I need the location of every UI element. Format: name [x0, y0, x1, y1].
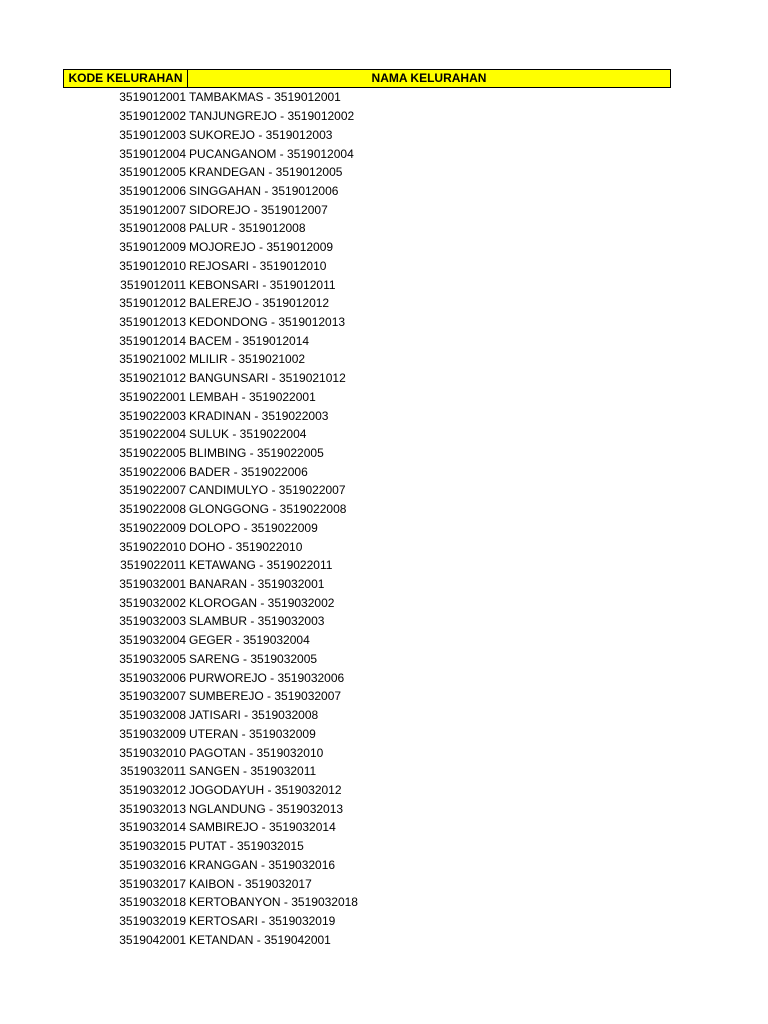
table-row: [63, 519, 671, 538]
nama-cell: BANGUNSARI - 3519021012: [189, 371, 346, 386]
nama-cell: KLOROGAN - 3519032002: [189, 595, 335, 610]
table-row: [63, 256, 671, 275]
kode-cell: 3519022005: [119, 446, 186, 461]
kode-cell: 3519032012: [119, 782, 186, 797]
table-row: [63, 650, 671, 669]
table-row: [63, 556, 671, 575]
kode-cell: 3519022011: [120, 558, 186, 573]
kode-cell: 3519032011: [120, 764, 186, 779]
kode-cell: 3519042001: [119, 932, 186, 947]
table-row: [63, 481, 671, 500]
table-row: [63, 837, 671, 856]
table-row: [63, 743, 671, 762]
table-row: [63, 163, 671, 182]
kode-cell: 3519032009: [119, 726, 186, 741]
kode-cell: 3519032017: [119, 876, 186, 891]
kode-cell: 3519012005: [119, 165, 186, 180]
kelurahan-table: [63, 69, 671, 949]
table-row: [63, 144, 671, 163]
nama-cell: PUTAT - 3519032015: [189, 839, 304, 854]
kode-cell: 3519032016: [119, 857, 186, 872]
nama-cell: BANARAN - 3519032001: [189, 577, 325, 592]
kode-cell: 3519032004: [119, 633, 186, 648]
table-row: [63, 668, 671, 687]
nama-cell: SUMBEREJO - 3519032007: [189, 689, 342, 704]
table-row: [63, 294, 671, 313]
nama-cell: KAIBON - 3519032017: [189, 876, 312, 891]
kode-cell: 3519032001: [119, 577, 186, 592]
kode-cell: 3519012012: [119, 296, 186, 311]
table-row: [63, 219, 671, 238]
table-row: [63, 275, 671, 294]
kode-cell: 3519012011: [120, 277, 186, 292]
table-row: [63, 706, 671, 725]
table-row: [63, 799, 671, 818]
kode-cell: 3519021012: [119, 371, 186, 386]
nama-cell: MOJOREJO - 3519012009: [189, 240, 334, 255]
kode-cell: 3519022008: [119, 502, 186, 517]
nama-cell: PALUR - 3519012008: [189, 221, 306, 236]
nama-cell: KRANGGAN - 3519032016: [189, 857, 336, 872]
table-row: [63, 631, 671, 650]
kode-cell: 3519032015: [119, 839, 186, 854]
nama-cell: KERTOBANYON - 3519032018: [189, 895, 358, 910]
table-body: [63, 88, 671, 949]
kode-cell: 3519012006: [119, 183, 186, 198]
nama-cell: PURWOREJO - 3519032006: [189, 670, 345, 685]
kode-cell: 3519032003: [119, 614, 186, 629]
nama-cell: PUCANGANOM - 3519012004: [189, 146, 354, 161]
table-row: [63, 762, 671, 781]
nama-cell: KERTOSARI - 3519032019: [189, 913, 336, 928]
nama-cell: SIDOREJO - 3519012007: [189, 202, 328, 217]
table-row: [63, 88, 671, 107]
nama-cell: SAMBIREJO - 3519032014: [189, 820, 336, 835]
table-row: [63, 313, 671, 332]
kode-cell: 3519022010: [119, 539, 186, 554]
table-row: [63, 107, 671, 126]
kode-cell: 3519032006: [119, 670, 186, 685]
kode-cell: 3519032007: [119, 689, 186, 704]
kode-cell: 3519012009: [119, 240, 186, 255]
table-row: [63, 537, 671, 556]
table-row: [63, 182, 671, 201]
nama-cell: SANGEN - 3519032011: [189, 764, 317, 779]
table-row: [63, 575, 671, 594]
kode-cell: 3519012008: [119, 221, 186, 236]
kode-cell: 3519012002: [119, 109, 186, 124]
nama-cell: KEBONSARI - 3519012011: [189, 277, 336, 292]
nama-cell: PAGOTAN - 3519032010: [189, 745, 324, 760]
table-row: [63, 406, 671, 425]
nama-cell: JATISARI - 3519032008: [189, 708, 319, 723]
header-nama-kelurahan: NAMA KELURAHAN: [371, 71, 487, 85]
nama-cell: KETANDAN - 3519042001: [189, 932, 331, 947]
nama-cell: NGLANDUNG - 3519032013: [189, 801, 344, 816]
kode-cell: 3519012004: [119, 146, 186, 161]
nama-cell: BADER - 3519022006: [189, 464, 308, 479]
nama-cell: SULUK - 3519022004: [189, 427, 307, 442]
nama-cell: REJOSARI - 3519012010: [189, 258, 327, 273]
kode-cell: 3519022001: [119, 389, 186, 404]
nama-cell: GEGER - 3519032004: [189, 633, 310, 648]
nama-cell: KETAWANG - 3519022011: [189, 558, 333, 573]
nama-cell: MLILIR - 3519021002: [189, 352, 306, 367]
table-row: [63, 125, 671, 144]
kode-cell: 3519032014: [119, 820, 186, 835]
nama-cell: BACEM - 3519012014: [189, 333, 310, 348]
kode-cell: 3519022004: [119, 427, 186, 442]
table-row: [63, 593, 671, 612]
nama-cell: KEDONDONG - 3519012013: [189, 314, 346, 329]
table-header-row: [63, 69, 671, 88]
table-row: [63, 388, 671, 407]
nama-cell: DOLOPO - 3519022009: [189, 520, 318, 535]
kode-cell: 3519032018: [119, 895, 186, 910]
kode-cell: 3519022007: [119, 483, 186, 498]
nama-cell: CANDIMULYO - 3519022007: [189, 483, 346, 498]
table-row: [63, 500, 671, 519]
kode-cell: 3519032005: [119, 651, 186, 666]
table-row: [63, 444, 671, 463]
table-row: [63, 724, 671, 743]
nama-cell: BLIMBING - 3519022005: [189, 446, 324, 461]
table-row: [63, 818, 671, 837]
table-row: [63, 855, 671, 874]
table-row: [63, 612, 671, 631]
nama-cell: KRANDEGAN - 3519012005: [189, 165, 343, 180]
kode-cell: 3519012001: [119, 90, 186, 105]
nama-cell: SUKOREJO - 3519012003: [189, 127, 333, 142]
kode-cell: 3519012013: [119, 314, 186, 329]
kode-cell: 3519032019: [119, 913, 186, 928]
kode-cell: 3519032002: [119, 595, 186, 610]
table-row: [63, 200, 671, 219]
nama-cell: JOGODAYUH - 3519032012: [189, 782, 342, 797]
table-row: [63, 930, 671, 949]
table-row: [63, 687, 671, 706]
nama-cell: KRADINAN - 3519022003: [189, 408, 329, 423]
nama-cell: UTERAN - 3519032009: [189, 726, 316, 741]
table-row: [63, 893, 671, 912]
kode-cell: 3519032013: [119, 801, 186, 816]
table-row: [63, 238, 671, 257]
kode-cell: 3519022009: [119, 520, 186, 535]
nama-cell: TAMBAKMAS - 3519012001: [189, 90, 341, 105]
kode-cell: 3519012010: [119, 258, 186, 273]
table-row: [63, 425, 671, 444]
nama-cell: SINGGAHAN - 3519012006: [189, 183, 339, 198]
table-row: [63, 781, 671, 800]
kode-cell: 3519012007: [119, 202, 186, 217]
kode-cell: 3519032010: [119, 745, 186, 760]
table-row: [63, 462, 671, 481]
nama-cell: SARENG - 3519032005: [189, 651, 318, 666]
table-row: [63, 912, 671, 931]
table-row: [63, 350, 671, 369]
kode-cell: 3519012003: [119, 127, 186, 142]
nama-cell: LEMBAH - 3519022001: [189, 389, 316, 404]
header-kode-kelurahan: KODE KELURAHAN: [64, 70, 188, 87]
kode-cell: 3519012014: [119, 333, 186, 348]
kode-cell: 3519022003: [119, 408, 186, 423]
table-row: [63, 331, 671, 350]
table-row: [63, 874, 671, 893]
nama-cell: TANJUNGREJO - 3519012002: [189, 109, 355, 124]
kode-cell: 3519021002: [119, 352, 186, 367]
kode-cell: 3519032008: [119, 708, 186, 723]
table-row: [63, 369, 671, 388]
nama-cell: BALEREJO - 3519012012: [189, 296, 330, 311]
nama-cell: GLONGGONG - 3519022008: [189, 502, 347, 517]
nama-cell: DOHO - 3519022010: [189, 539, 303, 554]
kode-cell: 3519022006: [119, 464, 186, 479]
nama-cell: SLAMBUR - 3519032003: [189, 614, 325, 629]
